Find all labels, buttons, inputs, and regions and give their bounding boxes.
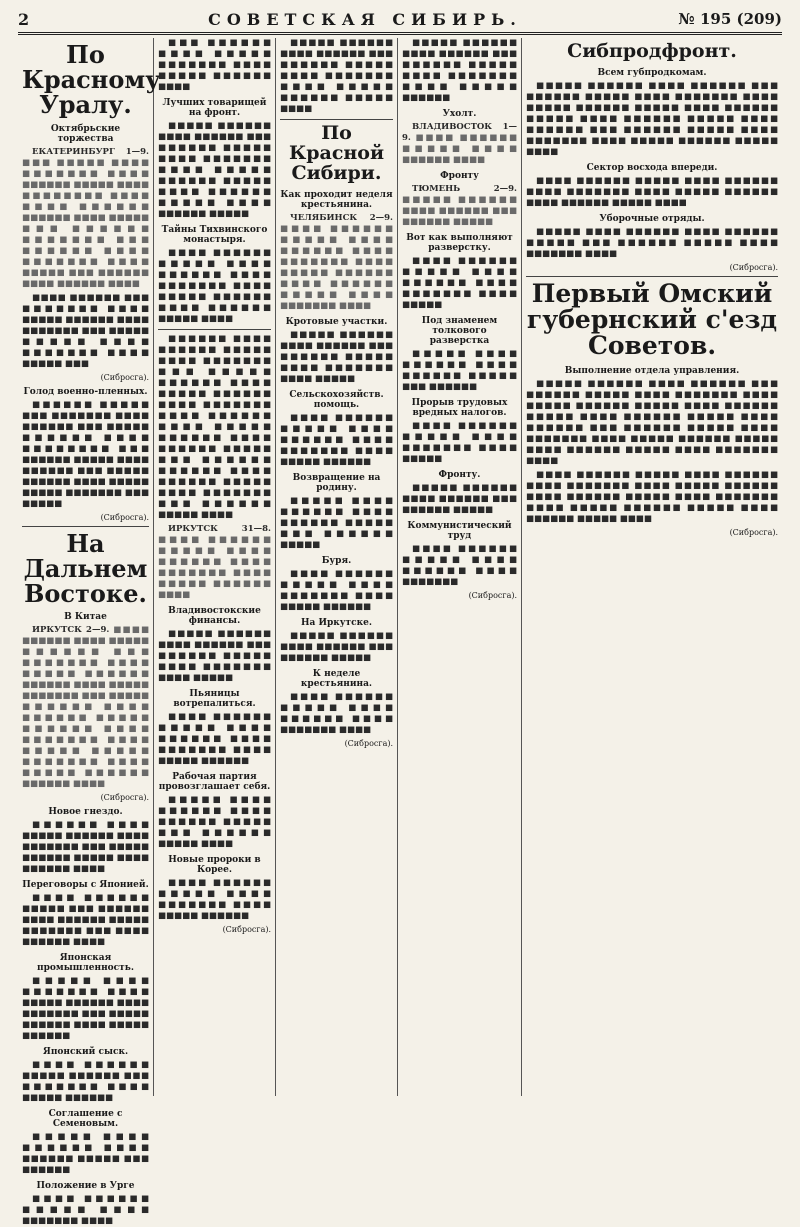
subhead-far-east-3: Японская промышленность. bbox=[37, 953, 134, 974]
dateline-far-east: ИРКУТСК 2—9. ■■■■ ■■■■■■ ■■■■ ■■■■■ ■■■■■■ ■■■ ■■■■■■■ ■■■■ ■■■■■ ■■■■■■ ■■■■■■ ■■■■ ■■■■■ ■■■■■■■ ■■■ ■■■■■ ■■■■■■ ■■■■ ■■■■■■ ■■■■■ ■■■■■■ ■■■■ ■■■■■■■ ■■■■ ■■■■■ ■■■■■ ■■■■■■■ ■■■■ ■■■■■ ■■■■■■ ■■■■■■ ■■■■ bbox=[22, 625, 150, 790]
headline-ural: По Красному Уралу. bbox=[22, 40, 161, 120]
subhead-far-east-6: Положение в Урге bbox=[36, 1181, 135, 1192]
subhead-siberia-1: Кротовые участки. bbox=[285, 316, 388, 327]
signoff-siberia: (Сибросга). bbox=[344, 738, 393, 748]
signoff-omsk: (Сибросга). bbox=[729, 527, 778, 537]
subhead-front-3: Прорыв трудовых вредных налогов. bbox=[411, 398, 508, 418]
headline-sibprod: Сибпродфронт. bbox=[567, 40, 737, 62]
subhead-ural-2: Лучших товарищей на фронт. bbox=[162, 98, 267, 118]
signoff-china: (Сибросга). bbox=[222, 925, 271, 934]
body-far-east-2: ■■■■■■ ■■■■ ■■■■■ ■■■■■■ ■■■■ ■■■■■■■ ■■■ ■■■■■ ■■■■■■ ■■■■■ ■■■■ ■■■■■■ ■■■■ bbox=[22, 820, 149, 875]
newspaper-title: СОВЕТСКАЯ СИБИРЬ. bbox=[208, 9, 522, 29]
body-sibprod-2: ■■■■ ■■■■■■ ■■■■■ ■■■■ ■■■■■■ ■■■■ ■■■■■■■ ■■■■ ■■■■■ ■■■■■■ ■■■■ ■■■■■■ ■■■■■ ■■■■ bbox=[526, 175, 778, 208]
signoff-ural-2: (Сибросга). bbox=[100, 512, 149, 522]
subhead-sibprod-0: Всем губпродкомам. bbox=[597, 67, 707, 78]
body-omsk-1: ■■■■■ ■■■■■■ ■■■■ ■■■■■■ ■■■ ■■■■■■ ■■■■■ ■■■■ ■■■■■■■ ■■■■ ■■■■■ ■■■■■■ ■■■■■ ■■■■ ■■■■■■ ■■■■■ ■■■■ ■■■■■■ ■■■■■ ■■■■ ■■■■■■ ■■■ ■■■■■■ ■■■■■ ■■■■ ■■■■■■■ ■■■■ ■■■■■ ■■■■■■ ■■■■■ ■■■■ ■■■■■■ ■■■■■ ■■■■ ■■■■■■■ ■■■■ bbox=[526, 378, 778, 466]
body-far-east-8: ■■■■■■ ■■■■ ■■■■■■ ■■■■■ ■■■■ ■■■■■■■ ■■■ ■■■■■ ■■■■■■ ■■■■ ■■■■■ ■■■■■■ ■■■■ ■■■■■■■ ■■■■ ■■■■■■ ■■■■ ■■■■■ ■■■■■■ ■■■■ ■■■■■■ ■■■■■ ■■■ ■■■■■■ ■■■■■■ ■■■■ ■■■■■■ ■■■■■ ■■■■ ■■■■■■■ ■■■ ■■■■■■ ■■■■■ ■■■■ bbox=[158, 334, 271, 520]
body-far-east-5: ■■■■ ■■■■■■ ■■■■■ ■■■■■■ ■■■ ■■■■■■■ ■■■■ ■■■■■ ■■■■■■ bbox=[22, 1060, 149, 1104]
headline-siberia: По Красной Сибири. bbox=[288, 122, 385, 184]
subhead-far-east-2: Переговоры с Японией. bbox=[22, 880, 149, 891]
subhead-siberia-5: На Иркутске. bbox=[301, 617, 372, 628]
signoff-far-east: (Сибросга). bbox=[100, 793, 149, 803]
signoff-sibprod: (Сибросга). bbox=[729, 262, 778, 272]
issue-number: № 195 (209) bbox=[678, 10, 782, 28]
divider bbox=[526, 276, 778, 277]
subhead-siberia-4: Буря. bbox=[321, 555, 352, 566]
body-sibprod-1: ■■■■■ ■■■■■■ ■■■■ ■■■■■■ ■■■ ■■■■■■ ■■■■■ ■■■■ ■■■■■■■ ■■■■ ■■■■■ ■■■■■■ ■■■■■ ■■■■ ■■■■■■ ■■■■■ ■■■■ ■■■■■■ ■■■■■ ■■■■ ■■■■■■ ■■■ ■■■■■■ ■■■■■ ■■■■ ■■■■■■■ ■■■■ ■■■■■ ■■■■■■ ■■■■■ ■■■■ bbox=[526, 80, 778, 157]
body-ural-3: ■■■ ■■■■■■ ■■■■ ■■■■■ ■■■■■■■ ■■■■ ■■■■■ ■■■■■■ ■■■■ bbox=[158, 38, 271, 92]
body-china-4: ■■■■ ■■■■■■ ■■■■■ ■■■■ ■■■■■■■ ■■■■ ■■■■■ ■■■■■■ bbox=[158, 878, 271, 921]
dateline-china-text: ИРКУТСК 31—8. bbox=[168, 524, 271, 534]
page-number: 2 bbox=[18, 9, 30, 29]
subhead-ural-3: Тайны Тихвинского монастыря. bbox=[161, 225, 268, 245]
subhead-sibprod-1: Сектор восхода впереди. bbox=[586, 162, 718, 173]
body-china-2: ■■■■ ■■■■■■ ■■■■■ ■■■■ ■■■■■■ ■■■■ ■■■■■■■ ■■■■ ■■■■■ ■■■■■■ bbox=[158, 712, 271, 766]
dateline-ural-text: ЕКАТЕРИНБУРГ 1—9. bbox=[32, 146, 149, 157]
dateline-china: ИРКУТСК 31—8. ■■■■ ■■■■■■ ■■■■■ ■■■■ ■■■■■■ ■■■■ ■■■■■■■ ■■■■ ■■■■■ ■■■■■■ ■■■■ bbox=[158, 524, 271, 600]
subhead-china-3: Новые пророки в Корее. bbox=[168, 855, 261, 875]
subhead-front-4: Фронту. bbox=[438, 470, 481, 480]
subhead-china-1: Пьяницы вотрепалиться. bbox=[173, 689, 256, 709]
body-front-5: ■■■■■ ■■■■■■ ■■■■ ■■■■■■ ■■■ ■■■■■■ ■■■■■ bbox=[402, 483, 517, 515]
signoff-front: (Сибросга). bbox=[468, 591, 517, 600]
column-5 bbox=[522, 38, 782, 1096]
dateline-siberia-text: ЧЕЛЯБИНСК 2—9. bbox=[290, 212, 393, 223]
body-far-east-4: ■■■■■ ■■■■ ■■■■■■■ ■■■■ ■■■■■ ■■■■■■ ■■■■ ■■■■■■■ ■■■ ■■■■■ ■■■■■■ ■■■■ ■■■■■ ■■■■■■ bbox=[22, 976, 149, 1042]
body-china-5: ■■■■■ ■■■■■■ ■■■■ ■■■■■■ ■■■ ■■■■■■ ■■■■■ ■■■■ ■■■■■■■ ■■■■ ■■■■■ ■■■■■■ ■■■■■ ■■■■ bbox=[280, 38, 393, 114]
dateline-far-east-text: ИРКУТСК 2—9. bbox=[32, 625, 110, 636]
dateline-ukhdat: ВЛАДИВОСТОК 1—9. ■■■■ ■■■■■■ ■■■■■ ■■■■ ■■■■■■ ■■■■ bbox=[402, 122, 518, 165]
subhead-china-2: Рабочая партия провозглашает себя. bbox=[158, 772, 271, 792]
article-grid bbox=[18, 38, 782, 1227]
body-far-east-3: ■■■■ ■■■■■■ ■■■■■ ■■■ ■■■■■■ ■■■■ ■■■■■■ ■■■■■ ■■■■■■■ ■■■ ■■■■ ■■■■■■ ■■■■ bbox=[22, 893, 149, 948]
subhead-front-0: Фронту bbox=[440, 171, 479, 181]
column-4 bbox=[398, 38, 522, 1096]
dateline-front-text: ТЮМЕНЬ 2—9. bbox=[412, 184, 517, 194]
body-ural-1: ■■■■ ■■■■■■ ■■■ ■■■■■■■ ■■■■ ■■■■■ ■■■■■■ ■■■■ ■■■■■■■ ■■■ ■■■■■ ■■■■■ ■■■■ ■■■■■■■ ■■■■ ■■■■■ ■■■ bbox=[22, 292, 149, 369]
dateline-siberia: ЧЕЛЯБИНСК 2—9. ■■■■ ■■■■■■ ■■■■■ ■■■■ ■■■■■■ ■■■■ ■■■■■■■ ■■■■ ■■■■■ ■■■■■■ ■■■■ ■■■■■■ ■■■■■ ■■■■ ■■■■■■■ ■■■■ bbox=[280, 212, 393, 311]
body-front-4: ■■■■ ■■■■■■ ■■■■■ ■■■■ ■■■■■■■ ■■■■ ■■■■■ bbox=[402, 421, 517, 464]
body-far-east-6: ■■■■■ ■■■■ ■■■■■■ ■■■■ ■■■■■■ ■■■■■ ■■■ ■■■■■■ bbox=[22, 1132, 149, 1176]
body-sibprod-3: ■■■■■ ■■■■ ■■■■■■ ■■■■ ■■■■■■ ■■■■■ ■■■ ■■■■■■ ■■■■■ ■■■■ ■■■■■■■ ■■■■ bbox=[526, 226, 778, 259]
body-front-6: ■■■■ ■■■■■■ ■■■■■ ■■■■ ■■■■■■ ■■■■ ■■■■■■■ bbox=[402, 544, 517, 587]
headline-omsk: Первый Омский губернский с'езд Советов. bbox=[526, 278, 778, 361]
body-front-2: ■■■■ ■■■■■■ ■■■■■ ■■■■ ■■■■■■ ■■■■ ■■■■■■■ ■■■■ ■■■■■ bbox=[402, 256, 517, 310]
body-siberia-6: ■■■■■ ■■■■■■ ■■■■ ■■■■■■ ■■■ ■■■■■■ ■■■■■ bbox=[280, 630, 393, 663]
subhead-ural-0: Октябрьские торжества bbox=[50, 123, 121, 144]
column-2 bbox=[154, 38, 276, 1096]
subhead-china-0: Владивостокские финансы. bbox=[168, 606, 261, 626]
divider bbox=[158, 329, 271, 330]
body-ural-5: ■■■■ ■■■■■■ ■■■■■ ■■■■ ■■■■■■ ■■■■ ■■■■■■■ ■■■■ ■■■■■ ■■■■■■ ■■■■ ■■■■■■ ■■■■■ ■■■■ bbox=[158, 248, 271, 324]
dateline-ural: ЕКАТЕРИНБУРГ 1—9. ■■■ ■■■■■ ■■■■ ■■■■■■■ ■■■■ ■■■■■■ ■■■■■ ■■■■ ■■■■■■■■ ■■■■ ■■■■ ■■■■■■ ■■■■■■ ■■■■ ■■■■■ ■■■ ■■■■■■ ■■■■■■■ ■■■ ■■■■■■ ■■■■ ■■■■■■■ ■■■■ ■■■■■ ■■■ ■■■■■■ ■■■■ ■■■■■■ ■■■■ bbox=[22, 146, 149, 289]
body-china-1: ■■■■■ ■■■■■■ ■■■■ ■■■■■■ ■■■ ■■■■■■ ■■■■■ ■■■■ ■■■■■■■ ■■■■ ■■■■■ bbox=[158, 629, 271, 683]
column-3 bbox=[276, 38, 398, 1096]
dateline-front: ТЮМЕНЬ 2—9. ■■■■■ ■■■■■■ ■■■■ ■■■■■■ ■■■ ■■■■■■ ■■■■■ bbox=[402, 184, 517, 227]
subhead-omsk-0: Выполнение отдела управления. bbox=[564, 365, 740, 376]
subhead-far-east-5: Соглашение с Семеновым. bbox=[48, 1109, 123, 1130]
subhead-front-1: Вот как выполняют разверстку. bbox=[406, 233, 513, 253]
body-front-3: ■■■■■ ■■■■ ■■■■■■ ■■■■ ■■■■■■ ■■■■■ ■■■ ■■■■■■ bbox=[402, 349, 517, 392]
subhead-siberia-6: К неделе крестьянина. bbox=[300, 668, 373, 689]
headline-far-east: На Дальнем Востоке. bbox=[23, 528, 148, 608]
subhead-siberia-2: Сельскохозяйств. помощь. bbox=[289, 389, 384, 410]
divider bbox=[22, 526, 149, 527]
body-ural-2: ■■■■■■ ■■■■■ ■■■ ■■■■■■■ ■■■■ ■■■■■■ ■■■ ■■■■■ ■■■■■■ ■■■■ ■■■■■■■■ ■■■ ■■■■■■ ■■■■■ ■■■■ ■■■■■■ ■■■ ■■■■■ ■■■■■■ ■■■■ ■■■■■ ■■■■■ ■■■■■■■ ■■■ ■■■■■ bbox=[22, 399, 149, 509]
body-siberia-5: ■■■■ ■■■■■■ ■■■■■ ■■■■ ■■■■■■■ ■■■■ ■■■■■ ■■■■■■ bbox=[280, 568, 393, 612]
dateline-ukhdat-text: ВЛАДИВОСТОК 1—9. bbox=[402, 122, 517, 143]
subhead-siberia-0: Как проходит неделя крестьянина. bbox=[280, 189, 393, 210]
subhead-ukhdat-0: Ухолт. bbox=[442, 109, 477, 119]
body-siberia-2: ■■■■■ ■■■■■■ ■■■■ ■■■■■■ ■■■ ■■■■■■ ■■■■■ ■■■■ ■■■■■■■ ■■■■ ■■■■■ bbox=[280, 329, 393, 384]
subhead-far-east-4: Японский сыск. bbox=[42, 1047, 129, 1058]
subhead-ural-1: Голод военно-пленных. bbox=[23, 386, 148, 397]
body-siberia-3: ■■■■ ■■■■■■ ■■■■■ ■■■■ ■■■■■■ ■■■■ ■■■■■■■ ■■■■ ■■■■■ ■■■■■■ bbox=[280, 412, 393, 467]
column-1 bbox=[18, 38, 161, 1227]
divider bbox=[280, 119, 393, 120]
body-china-3: ■■■■■ ■■■■ ■■■■■■ ■■■■ ■■■■■■ ■■■■■ ■■■ ■■■■■■ ■■■■■ ■■■■ bbox=[158, 795, 271, 849]
body-far-east-7: ■■■■ ■■■■■■ ■■■■■ ■■■■ ■■■■■■■ ■■■■ bbox=[22, 1194, 149, 1227]
body-siberia-7: ■■■■ ■■■■■■ ■■■■■ ■■■■ ■■■■■■ ■■■■ ■■■■■■■ ■■■■ bbox=[280, 691, 393, 735]
body-ukhdat-0: ■■■■■ ■■■■■■ ■■■■ ■■■■■■ ■■■ ■■■■■■ ■■■■■ ■■■■ ■■■■■■■ ■■■■ ■■■■■ ■■■■■■ bbox=[402, 38, 517, 103]
body-ural-4: ■■■■■ ■■■■■■ ■■■■ ■■■■■■ ■■■ ■■■■■■ ■■■■■ ■■■■ ■■■■■■■ ■■■■ ■■■■■ ■■■■■■ ■■■■■ ■■■■ ■■■■■■ ■■■■■ ■■■■ ■■■■■■ ■■■■■ bbox=[158, 121, 271, 219]
subhead-front-2: Под знаменем толкового разверстка bbox=[421, 316, 498, 346]
subhead-front-5: Коммунистический труд bbox=[407, 521, 512, 541]
subhead-sibprod-2: Уборочные отряды. bbox=[599, 213, 705, 224]
subhead-far-east-0: В Китае bbox=[64, 612, 107, 623]
masthead bbox=[18, 6, 782, 35]
subhead-siberia-3: Возвращение на родину. bbox=[292, 472, 381, 493]
subhead-far-east-1: Новое гнездо. bbox=[48, 807, 123, 818]
body-siberia-4: ■■■■■ ■■■■ ■■■■■■ ■■■■ ■■■■■■ ■■■■■ ■■■ ■■■■■■ ■■■■■ bbox=[280, 495, 393, 550]
signoff-ural: (Сибросга). bbox=[100, 372, 149, 382]
body-omsk-2: ■■■■ ■■■■■■ ■■■■■ ■■■■ ■■■■■■ ■■■■ ■■■■■■■ ■■■■ ■■■■■ ■■■■■■ ■■■■ ■■■■■■ ■■■■■ ■■■■ ■■■■■■■ ■■■■ ■■■■■ ■■■■■■ ■■■■■ ■■■■ ■■■■■■ ■■■■■ ■■■■ bbox=[526, 469, 778, 524]
